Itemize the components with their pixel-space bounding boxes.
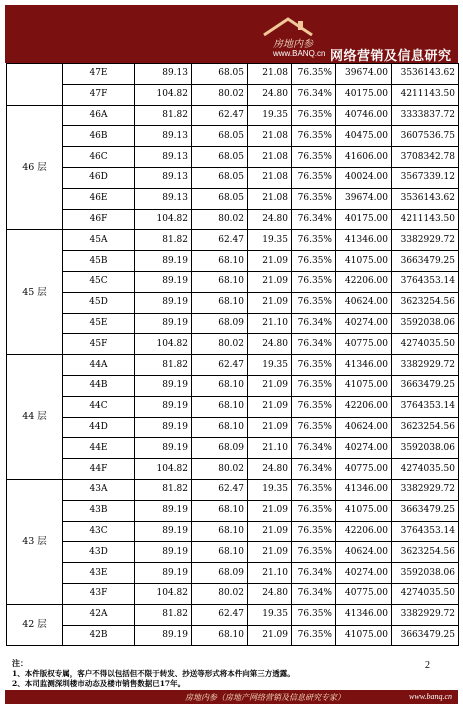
value-cell: 89.19: [135, 438, 192, 459]
value-cell: 3592038.06: [392, 563, 459, 584]
table-row: [7, 355, 459, 376]
value-cell: 3536143.62: [392, 64, 459, 85]
value-cell: 81.82: [135, 479, 192, 500]
value-cell: 89.19: [135, 396, 192, 417]
room-number-cell: 43F: [63, 583, 135, 604]
table-row: [7, 147, 459, 168]
value-cell: 3663479.25: [392, 500, 459, 521]
value-cell: 3592038.06: [392, 438, 459, 459]
value-cell: 21.09: [248, 625, 292, 646]
table-row: [7, 209, 459, 230]
value-cell: 21.09: [248, 375, 292, 396]
value-cell: 3623254.56: [392, 542, 459, 563]
value-cell: 3663479.25: [392, 375, 459, 396]
room-number-cell: 43D: [63, 542, 135, 563]
header-title: 网络营销及信息研究专家: [330, 49, 452, 83]
value-cell: 104.82: [135, 459, 192, 480]
room-number-cell: 44F: [63, 459, 135, 480]
value-cell: 76.35%: [292, 230, 336, 251]
room-number-cell: 44B: [63, 375, 135, 396]
value-cell: 3607536.75: [392, 126, 459, 147]
value-cell: 76.34%: [292, 209, 336, 230]
value-cell: 89.19: [135, 625, 192, 646]
value-cell: 3382929.72: [392, 355, 459, 376]
value-cell: 24.80: [248, 334, 292, 355]
room-number-cell: 46D: [63, 167, 135, 188]
table-row: [7, 375, 459, 396]
value-cell: 3663479.25: [392, 625, 459, 646]
footer-bar: [5, 690, 458, 704]
value-cell: 3333837.72: [392, 105, 459, 126]
value-cell: 62.47: [192, 604, 248, 625]
value-cell: 21.09: [248, 251, 292, 272]
value-cell: 40175.00: [336, 84, 392, 105]
table-row: [7, 583, 459, 604]
floor-label: [7, 64, 63, 106]
floor-label: 46 层: [7, 105, 63, 230]
logo-text: 房地内参: [273, 39, 313, 50]
table-row: [7, 625, 459, 646]
table-row: [7, 188, 459, 209]
room-number-cell: 43B: [63, 500, 135, 521]
value-cell: 40175.00: [336, 209, 392, 230]
value-cell: 76.35%: [292, 355, 336, 376]
value-cell: 42206.00: [336, 396, 392, 417]
floor-label: 44 层: [7, 355, 63, 480]
note-item: 1、本件版权专属，客户不得以包括但不限于转发、抄送等形式将本件向第三方透露。: [12, 668, 295, 678]
value-cell: 76.35%: [292, 479, 336, 500]
value-cell: 68.10: [192, 500, 248, 521]
value-cell: 68.05: [192, 167, 248, 188]
value-cell: 21.09: [248, 500, 292, 521]
value-cell: 68.09: [192, 438, 248, 459]
value-cell: 89.19: [135, 417, 192, 438]
value-cell: 76.35%: [292, 251, 336, 272]
value-cell: 89.19: [135, 313, 192, 334]
value-cell: 4274035.50: [392, 583, 459, 604]
value-cell: 41075.00: [336, 500, 392, 521]
value-cell: 21.10: [248, 313, 292, 334]
value-cell: 19.35: [248, 230, 292, 251]
value-cell: 40775.00: [336, 459, 392, 480]
table-row: [7, 105, 459, 126]
value-cell: 68.10: [192, 375, 248, 396]
value-cell: 89.19: [135, 542, 192, 563]
value-cell: 81.82: [135, 230, 192, 251]
value-cell: 3663479.25: [392, 251, 459, 272]
value-cell: 76.35%: [292, 126, 336, 147]
value-cell: 76.35%: [292, 105, 336, 126]
value-cell: 3764353.14: [392, 396, 459, 417]
value-cell: 89.13: [135, 64, 192, 85]
value-cell: 40024.00: [336, 167, 392, 188]
room-number-cell: 42A: [63, 604, 135, 625]
value-cell: 62.47: [192, 479, 248, 500]
value-cell: 76.35%: [292, 271, 336, 292]
value-cell: 81.82: [135, 604, 192, 625]
table-row: [7, 126, 459, 147]
value-cell: 89.13: [135, 167, 192, 188]
value-cell: 76.35%: [292, 542, 336, 563]
value-cell: 40274.00: [336, 438, 392, 459]
value-cell: 76.34%: [292, 334, 336, 355]
value-cell: 24.80: [248, 583, 292, 604]
room-number-cell: 44D: [63, 417, 135, 438]
room-number-cell: 42B: [63, 625, 135, 646]
value-cell: 21.09: [248, 292, 292, 313]
value-cell: 104.82: [135, 583, 192, 604]
value-cell: 4274035.50: [392, 334, 459, 355]
value-cell: 19.35: [248, 105, 292, 126]
room-number-cell: 47E: [63, 64, 135, 85]
table-row: [7, 334, 459, 355]
value-cell: 89.19: [135, 521, 192, 542]
value-cell: 39674.00: [336, 188, 392, 209]
value-cell: 4211143.50: [392, 209, 459, 230]
room-number-cell: 45B: [63, 251, 135, 272]
value-cell: 104.82: [135, 209, 192, 230]
table-row: [7, 230, 459, 251]
value-cell: 76.35%: [292, 625, 336, 646]
value-cell: 41346.00: [336, 604, 392, 625]
notes-title: 注：: [12, 658, 28, 668]
value-cell: 40274.00: [336, 313, 392, 334]
value-cell: 40775.00: [336, 334, 392, 355]
room-number-cell: 43C: [63, 521, 135, 542]
room-number-cell: 46B: [63, 126, 135, 147]
room-number-cell: 46A: [63, 105, 135, 126]
table-row: [7, 500, 459, 521]
value-cell: 76.35%: [292, 521, 336, 542]
footer-bar-url: www.banq.cn: [409, 692, 452, 701]
value-cell: 41075.00: [336, 625, 392, 646]
room-number-cell: 43E: [63, 563, 135, 584]
value-cell: 68.10: [192, 271, 248, 292]
room-number-cell: 43A: [63, 479, 135, 500]
value-cell: 21.10: [248, 438, 292, 459]
value-cell: 41075.00: [336, 375, 392, 396]
room-number-cell: 45F: [63, 334, 135, 355]
value-cell: 76.35%: [292, 292, 336, 313]
table-row: [7, 417, 459, 438]
value-cell: 3764353.14: [392, 271, 459, 292]
value-cell: 76.35%: [292, 417, 336, 438]
room-number-cell: 46F: [63, 209, 135, 230]
value-cell: 76.34%: [292, 313, 336, 334]
table-row: [7, 396, 459, 417]
room-number-cell: 44A: [63, 355, 135, 376]
table-row: [7, 251, 459, 272]
value-cell: 24.80: [248, 84, 292, 105]
value-cell: 89.19: [135, 375, 192, 396]
table-row: [7, 271, 459, 292]
value-cell: 4274035.50: [392, 459, 459, 480]
value-cell: 89.13: [135, 126, 192, 147]
table-row: [7, 563, 459, 584]
value-cell: 3382929.72: [392, 230, 459, 251]
value-cell: 21.08: [248, 188, 292, 209]
value-cell: 3708342.78: [392, 147, 459, 168]
value-cell: 89.19: [135, 563, 192, 584]
room-number-cell: 45A: [63, 230, 135, 251]
value-cell: 81.82: [135, 355, 192, 376]
value-cell: 89.13: [135, 188, 192, 209]
value-cell: 80.02: [192, 209, 248, 230]
value-cell: 76.35%: [292, 64, 336, 85]
table-row: [7, 64, 459, 85]
value-cell: 40624.00: [336, 542, 392, 563]
value-cell: 80.02: [192, 459, 248, 480]
value-cell: 19.35: [248, 355, 292, 376]
value-cell: 68.05: [192, 126, 248, 147]
value-cell: 3382929.72: [392, 479, 459, 500]
room-number-cell: 46C: [63, 147, 135, 168]
value-cell: 21.09: [248, 542, 292, 563]
value-cell: 62.47: [192, 230, 248, 251]
value-cell: 80.02: [192, 334, 248, 355]
value-cell: 4211143.50: [392, 84, 459, 105]
value-cell: 42206.00: [336, 521, 392, 542]
value-cell: 68.10: [192, 251, 248, 272]
value-cell: 76.34%: [292, 84, 336, 105]
footer-notes: [12, 658, 295, 689]
value-cell: 76.34%: [292, 583, 336, 604]
value-cell: 76.34%: [292, 563, 336, 584]
value-cell: 76.35%: [292, 396, 336, 417]
value-cell: 80.02: [192, 84, 248, 105]
value-cell: 68.10: [192, 542, 248, 563]
table-row: [7, 292, 459, 313]
value-cell: 3623254.56: [392, 292, 459, 313]
table-row: [7, 313, 459, 334]
page-number: 2: [425, 660, 430, 671]
value-cell: 42206.00: [336, 271, 392, 292]
value-cell: 3764353.14: [392, 521, 459, 542]
value-cell: 21.08: [248, 64, 292, 85]
value-cell: 62.47: [192, 105, 248, 126]
value-cell: 76.34%: [292, 438, 336, 459]
value-cell: 89.19: [135, 500, 192, 521]
value-cell: 24.80: [248, 209, 292, 230]
value-cell: 21.09: [248, 521, 292, 542]
value-cell: 3623254.56: [392, 417, 459, 438]
value-cell: 3536143.62: [392, 188, 459, 209]
value-cell: 41346.00: [336, 230, 392, 251]
value-cell: 40624.00: [336, 292, 392, 313]
value-cell: 68.05: [192, 147, 248, 168]
table-row: [7, 167, 459, 188]
value-cell: 40274.00: [336, 563, 392, 584]
table-row: [7, 604, 459, 625]
value-cell: 76.34%: [292, 459, 336, 480]
table-row: [7, 84, 459, 105]
value-cell: 24.80: [248, 459, 292, 480]
value-cell: 68.05: [192, 64, 248, 85]
value-cell: 76.35%: [292, 500, 336, 521]
value-cell: 68.10: [192, 417, 248, 438]
floor-label: 43 层: [7, 479, 63, 604]
room-number-cell: 45C: [63, 271, 135, 292]
header-url: www.BANQ.cn: [273, 49, 326, 58]
table-row: [7, 438, 459, 459]
value-cell: 81.82: [135, 105, 192, 126]
value-cell: 41606.00: [336, 147, 392, 168]
table-row: [7, 459, 459, 480]
note-item: 2、本司监测深圳楼市动态及楼市销售数据已17年。: [12, 678, 186, 688]
value-cell: 21.09: [248, 396, 292, 417]
room-number-cell: 45D: [63, 292, 135, 313]
value-cell: 40475.00: [336, 126, 392, 147]
room-number-cell: 44E: [63, 438, 135, 459]
value-cell: 62.47: [192, 355, 248, 376]
value-cell: 41346.00: [336, 355, 392, 376]
value-cell: 76.35%: [292, 604, 336, 625]
value-cell: 89.19: [135, 292, 192, 313]
value-cell: 3592038.06: [392, 313, 459, 334]
value-cell: 104.82: [135, 84, 192, 105]
value-cell: 3382929.72: [392, 604, 459, 625]
value-cell: 21.09: [248, 271, 292, 292]
value-cell: 68.09: [192, 563, 248, 584]
unit-price-table: [6, 63, 459, 646]
value-cell: 39674.00: [336, 64, 392, 85]
floor-label: 45 层: [7, 230, 63, 355]
table-body: [7, 64, 459, 646]
value-cell: 40775.00: [336, 583, 392, 604]
footer-bar-text: 房地内参（房地产网络营销及信息研究专家）: [185, 693, 345, 702]
value-cell: 21.08: [248, 167, 292, 188]
value-cell: 68.05: [192, 188, 248, 209]
value-cell: 41346.00: [336, 479, 392, 500]
room-number-cell: 45E: [63, 313, 135, 334]
value-cell: 89.19: [135, 251, 192, 272]
table-row: [7, 542, 459, 563]
value-cell: 21.10: [248, 563, 292, 584]
value-cell: 21.09: [248, 417, 292, 438]
value-cell: 3567339.12: [392, 167, 459, 188]
value-cell: 19.35: [248, 479, 292, 500]
floor-label: 42 层: [7, 604, 63, 646]
value-cell: 40746.00: [336, 105, 392, 126]
value-cell: 19.35: [248, 604, 292, 625]
value-cell: 68.10: [192, 292, 248, 313]
value-cell: 41075.00: [336, 251, 392, 272]
value-cell: 68.10: [192, 396, 248, 417]
value-cell: 89.19: [135, 271, 192, 292]
value-cell: 21.08: [248, 126, 292, 147]
value-cell: 76.35%: [292, 375, 336, 396]
value-cell: 76.35%: [292, 188, 336, 209]
value-cell: 104.82: [135, 334, 192, 355]
table-row: [7, 521, 459, 542]
room-number-cell: 47F: [63, 84, 135, 105]
value-cell: 89.13: [135, 147, 192, 168]
value-cell: 76.35%: [292, 147, 336, 168]
room-number-cell: 46E: [63, 188, 135, 209]
value-cell: 80.02: [192, 583, 248, 604]
value-cell: 68.10: [192, 521, 248, 542]
room-number-cell: 44C: [63, 396, 135, 417]
value-cell: 68.10: [192, 625, 248, 646]
value-cell: 21.08: [248, 147, 292, 168]
value-cell: 40624.00: [336, 417, 392, 438]
table-row: [7, 479, 459, 500]
value-cell: 68.09: [192, 313, 248, 334]
value-cell: 76.35%: [292, 167, 336, 188]
